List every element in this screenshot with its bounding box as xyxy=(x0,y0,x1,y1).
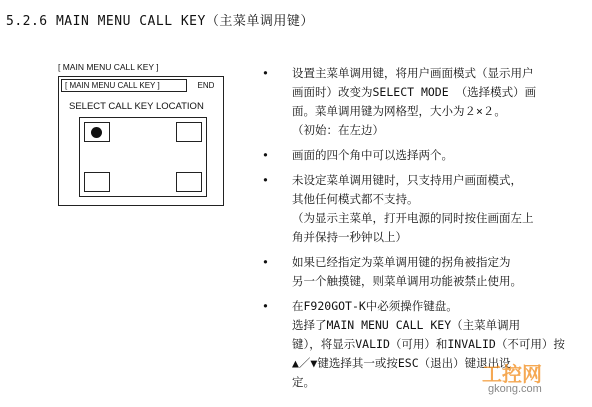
text-line: （为显示主菜单，打开电源的同时按住画面左上 xyxy=(292,211,534,225)
corner-top-left[interactable] xyxy=(84,122,110,142)
selected-dot-icon xyxy=(91,127,102,138)
call-key-grid xyxy=(79,117,207,197)
text-line: 角并保持一秒钟以上） xyxy=(292,230,407,244)
bullet-icon: • xyxy=(262,66,269,80)
text-line: 其他任何模式都不支持。 xyxy=(292,192,419,206)
panel-title: [ MAIN MENU CALL KEY ] xyxy=(61,79,187,92)
text-line: 如果已经指定为菜单调用键的拐角被指定为 xyxy=(292,255,511,269)
bullet-icon: • xyxy=(262,173,269,187)
watermark-logo xyxy=(482,358,582,402)
section-heading: 5.2.6 MAIN MENU CALL KEY（主菜单调用键） xyxy=(6,14,314,29)
corner-bottom-left[interactable] xyxy=(84,172,110,192)
bullet-icon: • xyxy=(262,299,269,313)
text-line: 键），将显示VALID（可用）和INVALID（不可用）按 xyxy=(292,337,565,351)
text-line: 未设定菜单调用键时，只支持用户画面模式， xyxy=(292,173,522,187)
select-location-label: SELECT CALL KEY LOCATION xyxy=(69,101,204,112)
figure-caption: [ MAIN MENU CALL KEY ] xyxy=(58,62,159,72)
bullet-list xyxy=(262,64,588,398)
text-line: 面。菜单调用键为网格型，大小为２×２。 xyxy=(292,104,506,118)
bullet-icon: • xyxy=(262,148,269,162)
end-button[interactable]: END xyxy=(197,81,215,90)
list-item xyxy=(262,146,588,165)
text-line: 画面时）改变为SELECT MODE （选择模式）画 xyxy=(292,85,537,99)
text-line: 设置主菜单调用键，将用户画面模式（显示用户 xyxy=(292,66,534,80)
text-line: 画面的四个角中可以选择两个。 xyxy=(292,148,453,162)
list-item xyxy=(262,64,588,140)
list-item xyxy=(262,171,588,247)
text-line: 在F920GOT-K中必须操作键盘。 xyxy=(292,299,458,313)
text-line: （初始：在左边） xyxy=(292,123,384,137)
corner-bottom-right[interactable] xyxy=(176,172,202,192)
text-line: 定。 xyxy=(292,375,315,389)
text-line: ▲／▼键选择其一或按ESC（退出）键退出设 xyxy=(292,356,511,370)
screen-panel xyxy=(58,76,224,206)
text-line: 选择了MAIN MENU CALL KEY（主菜单调用 xyxy=(292,318,521,332)
list-item xyxy=(262,253,588,291)
watermark-logo-text: 工控网 xyxy=(482,364,542,386)
corner-top-right[interactable] xyxy=(176,122,202,142)
watermark-url: gkong.com xyxy=(488,383,542,395)
bullet-icon: • xyxy=(262,255,269,269)
text-line: 另一个触摸键，则菜单调用功能被禁止使用。 xyxy=(292,274,522,288)
